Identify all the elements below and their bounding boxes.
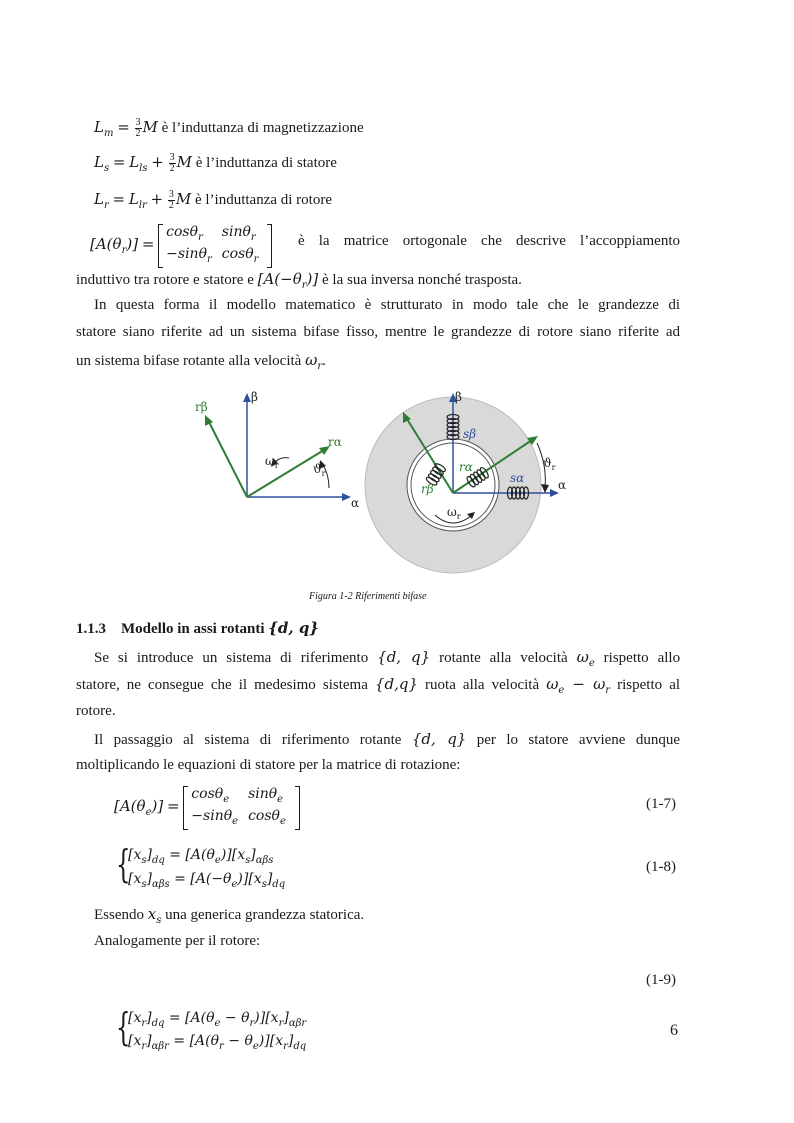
equation-number-1-9: (1-9) [646, 972, 676, 988]
section-heading: 1.1.3 Modello in assi rotanti {d, q} [76, 619, 319, 637]
left-diagram [195, 390, 359, 510]
para2-line1: Se si introduce un sistema di riferimento {d, q} rotante alla velocità $\omega_e$ rispetto allo [94, 648, 681, 669]
def-a-matrix: $[A(\theta_r)]$ = cosθ$_r$ sinθ$_r$ −sinθ$_r$ cosθ$_r$ [90, 224, 272, 268]
right-theta-label: $ϑ_r$ [543, 456, 556, 472]
equation-1-8: { $[x_s]_{dq} = [A(\theta_e)][x_s]_{\alpha\beta s}$ $[x_s]_{\alpha\beta s} = [A(-\theta_e)][x_s]_{dq}$ [116, 842, 286, 890]
left-beta-label: β [251, 390, 258, 404]
equation-number-1-8: (1-8) [646, 859, 676, 875]
def-lr: $L_r = L_{lr}$ + $\frac{3}{2}$ M è l’induttanza di rotore [94, 189, 332, 212]
para2-line2: statore, ne consegue che il medesimo sistema {d,q} ruota alla velocità $\omega_e - \omega_r$ rispetto al [76, 675, 681, 696]
def-a-text: è la matrice ortogonale che descrive l’accoppiamento [298, 233, 680, 249]
para2-line3: rotore. [76, 703, 116, 719]
def-lm-text: è l’induttanza di magnetizzazione [161, 120, 364, 136]
equation-number-1-7: (1-7) [646, 796, 676, 812]
right-s-alpha-label: sα [510, 471, 525, 485]
page-number: 6 [670, 1022, 678, 1039]
def-a-line2: induttivo tra rotore e statore e $[A(-\theta_r)]$ è la sua inversa nonché trasposta. [76, 270, 522, 291]
section-number: 1.1.3 [76, 621, 106, 637]
right-diagram [365, 390, 566, 573]
def-ls: $L_s = L_{ls}$ + $\frac{3}{2}$ M è l’induttanza di statore [94, 152, 337, 175]
para1-line2: statore siano riferite ad un sistema bifase fisso, mentre le grandezze di rotore siano riferite ad [76, 324, 680, 340]
left-r-beta-axis [209, 422, 247, 497]
def-lm: $L_m$ = $\frac{3}{2}$ M è l’induttanza di magnetizzazione [94, 117, 364, 140]
left-r-alpha-label: rα [328, 435, 342, 449]
figure-biphase-references [185, 385, 695, 585]
left-theta-label: $ϑ_r$ [313, 462, 326, 478]
text-essendo: Essendo $x_s$ una generica grandezza statorica. [94, 905, 365, 926]
right-omega-label: $\omega_r$ [447, 505, 461, 521]
equation-1-7: $[A(\theta_e)]$ = cosθ$_e$ sinθ$_e$ −sinθ$_e$ cosθ$_e$ [114, 786, 300, 830]
right-beta-label: β [455, 390, 462, 404]
para1-line3: un sistema bifase rotante alla velocità $\omega_r$. [76, 351, 326, 372]
right-r-alpha-label: rα [459, 460, 473, 474]
def-ls-text: è l’induttanza di statore [195, 155, 337, 171]
equation-1-9: { $[x_r]_{dq} = [A(\theta_e - \theta_r)][x_r]_{\alpha\beta r}$ $[x_r]_{\alpha\beta r} = [A(\theta_r - \theta_e)][x_r]_{dq}$ [116, 1004, 307, 1053]
text-analogamente: Analogamente per il rotore: [94, 933, 261, 949]
section-title: Modello in assi rotanti [121, 621, 265, 637]
def-lr-text: è l’induttanza di rotore [194, 192, 332, 208]
para3-line2: moltiplicando le equazioni di statore per la matrice di rotazione: [76, 757, 461, 773]
para1-line1: In questa forma il modello matematico è strutturato in modo tale che le grandezze di [94, 297, 680, 313]
right-s-beta-label: sβ [463, 427, 477, 441]
left-omega-label: $\omega_r$ [265, 454, 279, 470]
left-alpha-label: α [351, 496, 360, 510]
right-r-beta-label: rβ [421, 482, 434, 496]
right-alpha-label: α [558, 478, 567, 492]
para3-line1: Il passaggio al sistema di riferimento rotante {d, q} per lo statore avviene dunque [94, 730, 681, 748]
figure-caption: Figura 1-2 Riferimenti bifase [309, 591, 427, 602]
left-r-beta-label: rβ [195, 400, 208, 414]
